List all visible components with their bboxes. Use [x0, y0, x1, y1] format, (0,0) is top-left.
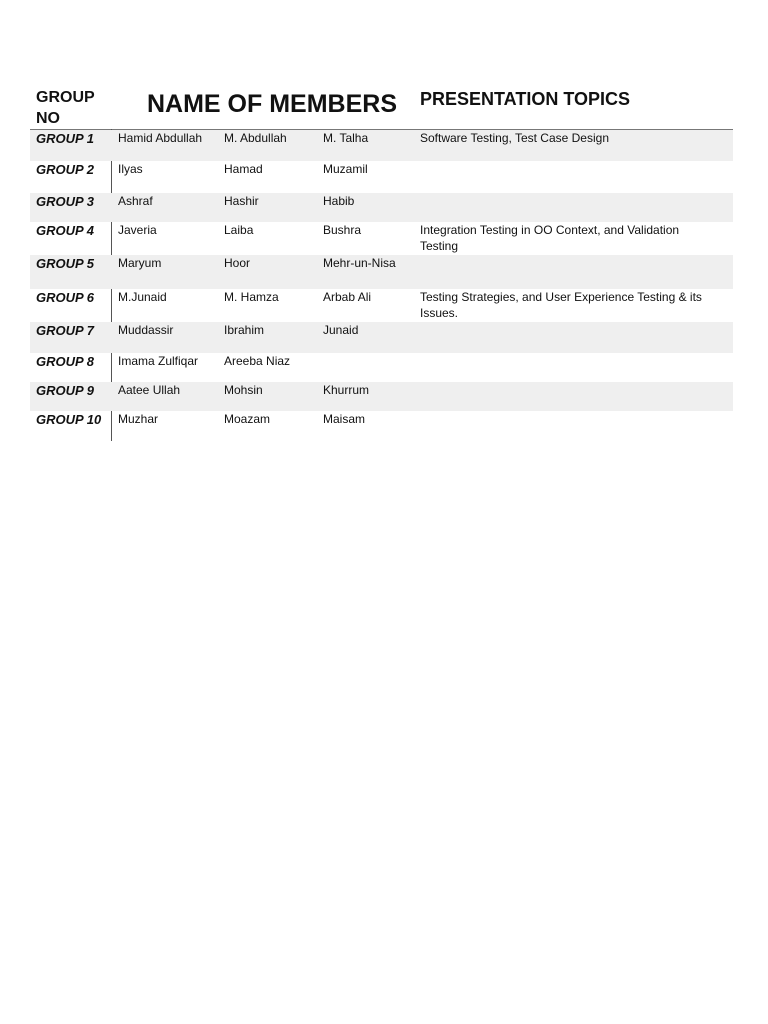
member-name: Habib [323, 194, 355, 208]
member-name: Maryum [118, 256, 162, 270]
member-name: Muddassir [118, 323, 174, 337]
member-name: Hashir [224, 194, 259, 208]
table-row [30, 411, 733, 441]
member-name: Muzamil [323, 162, 368, 176]
table-row [30, 353, 733, 382]
header-group-no: GROUP NO [36, 89, 95, 127]
group-number: GROUP 3 [36, 194, 95, 209]
member-name: Ashraf [118, 194, 153, 208]
member-name: Ibrahim [224, 323, 265, 337]
table-row [30, 161, 733, 193]
table-row [30, 322, 733, 353]
presentation-topic: Software Testing, Test Case Design [420, 131, 609, 145]
member-name: Bushra [323, 223, 362, 237]
member-name: Khurrum [323, 383, 370, 397]
table-row [30, 289, 733, 322]
member-name: Mohsin [224, 383, 263, 397]
group-number: GROUP 10 [36, 412, 102, 427]
member-name: M.Junaid [118, 290, 167, 304]
table-row [30, 222, 733, 255]
member-name: Aatee Ullah [118, 383, 181, 397]
member-name: Imama Zulfiqar [118, 354, 199, 368]
member-name: Mehr-un-Nisa [323, 256, 396, 270]
group-number: GROUP 2 [36, 162, 95, 177]
group-number: GROUP 4 [36, 223, 95, 238]
member-name: Hoor [224, 256, 251, 270]
group-number: GROUP 7 [36, 323, 95, 338]
member-name: Junaid [323, 323, 359, 337]
table-row [30, 382, 733, 411]
member-name: M. Hamza [224, 290, 279, 304]
member-name: Arbab Ali [323, 290, 372, 304]
presentation-topic: Testing Strategies, and User Experience Testing & its Issues. [420, 290, 702, 320]
header-names: NAME OF MEMBERS [147, 90, 397, 118]
member-name: Moazam [224, 412, 271, 426]
member-name: Hamid Abdullah [118, 131, 203, 145]
group-number: GROUP 9 [36, 383, 95, 398]
member-name: M. Talha [323, 131, 369, 145]
header-topics: PRESENTATION TOPICS [420, 89, 631, 109]
member-name: Maisam [323, 412, 366, 426]
table-row [30, 255, 733, 289]
member-name: Muzhar [118, 412, 159, 426]
group-number: GROUP 1 [36, 131, 95, 146]
member-name: Areeba Niaz [224, 354, 291, 368]
member-name: Laiba [224, 223, 254, 237]
table-row [30, 193, 733, 222]
group-number: GROUP 8 [36, 354, 95, 369]
presentation-topic: Integration Testing in OO Context, and Validation Testing [420, 223, 680, 253]
group-number: GROUP 6 [36, 290, 95, 305]
group-number: GROUP 5 [36, 256, 95, 271]
member-name: Hamad [224, 162, 263, 176]
member-name: Javeria [118, 223, 157, 237]
member-name: Ilyas [118, 162, 143, 176]
member-name: M. Abdullah [224, 131, 287, 145]
table-row [30, 130, 733, 161]
